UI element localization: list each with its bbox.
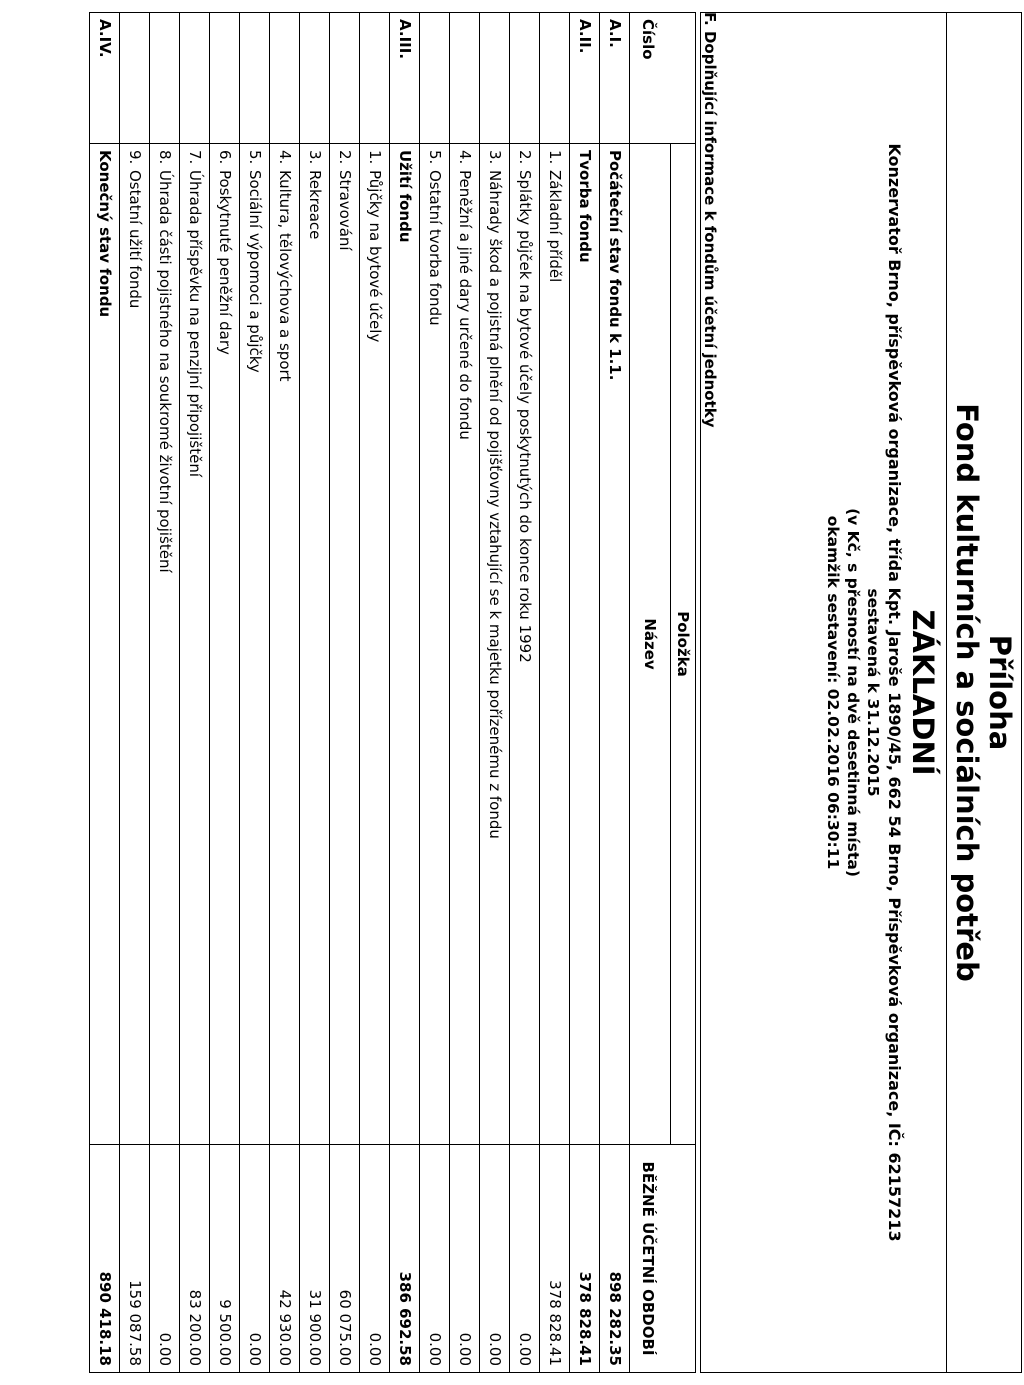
row-value: 0.00: [150, 1145, 180, 1373]
row-code: A.I.: [600, 13, 630, 144]
row-item-number: 2.: [336, 150, 354, 165]
row-value: 42 930.00: [270, 1145, 300, 1373]
table-row: [120, 13, 150, 1373]
row-value: 898 282.35: [600, 1145, 630, 1373]
row-name-cell: [90, 144, 120, 1145]
table-row: [420, 13, 450, 1373]
table-row: [390, 13, 420, 1373]
row-name: Úhrada příspěvku na penzijní připojištění: [186, 170, 204, 477]
row-code: [270, 13, 300, 144]
row-item-number: 4.: [276, 150, 294, 165]
report-title: Příloha: [983, 634, 1017, 751]
row-name: Kultura, tělovýchova a sport: [276, 170, 294, 382]
row-value: 0.00: [510, 1145, 540, 1373]
row-code: A.II.: [570, 13, 600, 144]
row-name: Půjčky na bytové účely: [366, 170, 384, 343]
row-value: 0.00: [450, 1145, 480, 1373]
row-code: [330, 13, 360, 144]
report-header-box: [700, 12, 1022, 1373]
row-code: [150, 13, 180, 144]
table-row: [150, 13, 180, 1373]
row-value: 159 087.58: [120, 1145, 150, 1373]
row-name-cell: [570, 144, 600, 1145]
row-name-cell: [330, 144, 360, 1145]
row-code: [120, 13, 150, 144]
table-row: [180, 13, 210, 1373]
table-row: [480, 13, 510, 1373]
row-item-number: 1.: [546, 150, 564, 165]
table-row: [210, 13, 240, 1373]
row-name: Ostatní užití fondu: [126, 170, 144, 309]
row-code: A.III.: [390, 13, 420, 144]
report-fund-name: Fond kulturních a sociálních potřeb: [950, 403, 984, 982]
row-name: Tvorba fondu: [576, 150, 594, 263]
col-header-polozka: Položka: [671, 144, 696, 1145]
row-name: Ostatní tvorba fondu: [426, 170, 444, 326]
row-item-number: 2.: [516, 150, 534, 165]
row-name-cell: [450, 144, 480, 1145]
row-name: Rekreace: [306, 170, 324, 240]
row-code: [420, 13, 450, 144]
row-value: 9 500.00: [210, 1145, 240, 1373]
row-code: [240, 13, 270, 144]
row-name-cell: [420, 144, 450, 1145]
row-name: Základní příděl: [546, 170, 564, 283]
table-row: [360, 13, 390, 1373]
row-item-number: 1.: [366, 150, 384, 165]
row-name-cell: [480, 144, 510, 1145]
table-row: [240, 13, 270, 1373]
row-name-cell: [390, 144, 420, 1145]
row-name: Náhrady škod a pojistná plnění od pojišťovny vztahující se k majetku pořízenému z fondu: [486, 170, 504, 839]
col-header-nazev: Název: [630, 144, 671, 1145]
row-item-number: 3.: [306, 150, 324, 165]
table-row: [510, 13, 540, 1373]
row-value: 0.00: [240, 1145, 270, 1373]
row-item-number: 6.: [216, 150, 234, 165]
row-value: 0.00: [480, 1145, 510, 1373]
row-value: 0.00: [420, 1145, 450, 1373]
title-block: [946, 13, 1021, 1372]
row-item-number: 7.: [186, 150, 204, 165]
table-body: [90, 13, 630, 1373]
row-name-cell: [240, 144, 270, 1145]
row-name: Stravování: [336, 170, 354, 251]
row-item-number: 5.: [246, 150, 264, 165]
report-subtitle: ZÁKLADNÍ: [906, 609, 940, 776]
row-value: 31 900.00: [300, 1145, 330, 1373]
row-code: [480, 13, 510, 144]
row-item-number: 8.: [156, 150, 174, 165]
row-item-number: 3.: [486, 150, 504, 165]
row-code: [510, 13, 540, 144]
row-item-number: 9.: [126, 150, 144, 165]
row-value: 378 828.41: [570, 1145, 600, 1373]
row-name-cell: [270, 144, 300, 1145]
row-name-cell: [180, 144, 210, 1145]
col-header-period: BĚŽNÉ ÚČETNÍ OBDOBÍ: [630, 1145, 696, 1373]
row-code: [360, 13, 390, 144]
row-item-number: 4.: [456, 150, 474, 165]
col-header-cislo: Číslo: [630, 13, 696, 144]
table-row: [450, 13, 480, 1373]
compiled-timestamp: okamžik sestavení: 02.02.2016 06:30:11: [824, 515, 842, 870]
table-row: [90, 13, 120, 1373]
table-row: [540, 13, 570, 1373]
row-name-cell: [210, 144, 240, 1145]
row-item-number: 5.: [426, 150, 444, 165]
row-name-cell: [540, 144, 570, 1145]
row-name: Užití fondu: [396, 150, 414, 243]
row-code: [540, 13, 570, 144]
row-name-cell: [360, 144, 390, 1145]
row-name-cell: [120, 144, 150, 1145]
table-row: [570, 13, 600, 1373]
row-code: [180, 13, 210, 144]
table-header-row-top: [671, 13, 696, 1373]
row-name-cell: [510, 144, 540, 1145]
section-title: F. Doplňující informace k fondům účetní jednotky: [701, 12, 719, 428]
table-row: [300, 13, 330, 1373]
row-name-cell: [150, 144, 180, 1145]
row-name: Úhrada části pojistného na soukromé životní pojištění: [156, 170, 174, 573]
row-name: Splátky půjček na bytové účely poskytnutých do konce roku 1992: [516, 170, 534, 663]
row-code: [210, 13, 240, 144]
row-name: Sociální výpomoci a půjčky: [246, 170, 264, 373]
row-value: 0.00: [360, 1145, 390, 1373]
row-value: 378 828.41: [540, 1145, 570, 1373]
row-name-cell: [300, 144, 330, 1145]
fund-table: [89, 12, 696, 1373]
row-name: Poskytnuté peněžní dary: [216, 170, 234, 355]
row-name: Počáteční stav fondu k 1.1.: [606, 150, 624, 381]
table-row: [330, 13, 360, 1373]
row-value: 83 200.00: [180, 1145, 210, 1373]
table-row: [270, 13, 300, 1373]
row-value: 386 692.58: [390, 1145, 420, 1373]
organization-line: Konzervatoř Brno, příspěvková organizace, třída Kpt. Jaroše 1890/45, 662 54 Brno, Příspěvková organizace, IČ: 62157213: [885, 143, 904, 1242]
table-row: [600, 13, 630, 1373]
row-code: [450, 13, 480, 144]
row-code: [300, 13, 330, 144]
row-name-cell: [600, 144, 630, 1145]
subtitle-block: [823, 13, 945, 1372]
row-code: A.IV.: [90, 13, 120, 144]
row-value: 60 075.00: [330, 1145, 360, 1373]
row-name: Konečný stav fondu: [96, 150, 114, 318]
row-name: Peněžní a jiné dary určené do fondu: [456, 170, 474, 440]
units-note: (v Kč, s přesností na dvě desetinná místa): [844, 508, 862, 877]
row-value: 890 418.18: [90, 1145, 120, 1373]
compiled-date: sestavená k 31.12.2015: [864, 588, 882, 797]
